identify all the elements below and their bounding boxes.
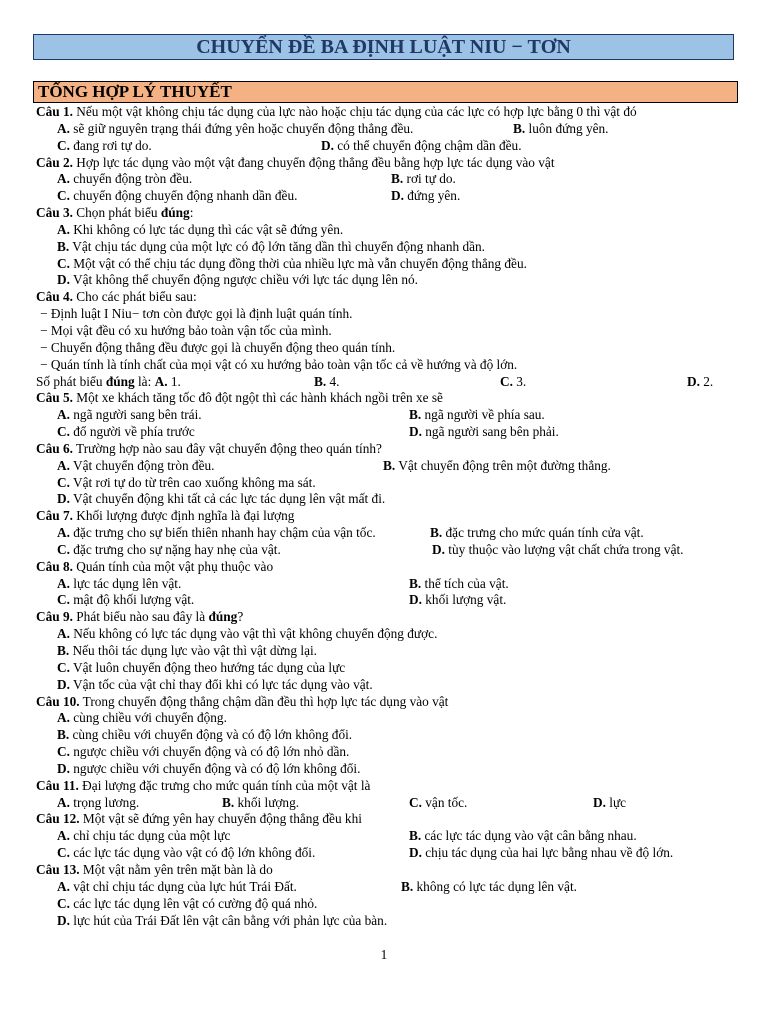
q4-statement-4: − Quán tính là tính chất của mọi vật có xu hướng bảo toàn vận tốc cả về hướng và độ lớn. [40, 356, 518, 372]
q7-option-b: B. đặc trưng cho mức quán tính cửa vật. [430, 525, 644, 541]
q12-options-row1 [36, 828, 736, 845]
q2-option-c: C. chuyển động chuyển động nhanh dần đều. [57, 188, 298, 204]
q9-option-b: B. Nếu thôi tác dụng lực vào vật thì vật dừng lại. [57, 643, 317, 658]
question-6: Câu 6. Trường hợp nào sau đây vật chuyển động theo quán tính? [36, 440, 382, 456]
q11-option-a: A. trọng lương. [57, 794, 140, 810]
q4-count-question: Số phát biểu đúng là: [36, 373, 155, 389]
question-5: Câu 5. Một xe khách tăng tốc đô đột ngột thì các hành khách ngồi trên xe sẽ [36, 390, 443, 406]
q13-option-c: C. các lực tác dụng lên vật có cường độ quá nhỏ. [57, 895, 318, 911]
q5-options-row1 [36, 407, 736, 424]
q13-option-d: D. lực hút của Trái Đất lên vật cân bằng với phản lực của bàn. [57, 912, 388, 928]
q2-option-b: B. rơi tự do. [391, 171, 456, 187]
q1-options-row2 [36, 138, 736, 155]
q12-option-d: D. chịu tác dụng của hai lực bằng nhau về độ lớn. [409, 845, 674, 861]
q12-option-a: A. chỉ chịu tác dụng của một lực [57, 828, 231, 844]
q8-option-d: D. khối lượng vật. [409, 592, 507, 608]
q1-option-c: C. đang rơi tự do. [57, 137, 152, 153]
question-7: Câu 7. Khối lượng được định nghĩa là đại lượng [36, 508, 295, 524]
q8-option-a: A. lực tác dụng lên vật. [57, 575, 182, 591]
question-1: Câu 1. Nếu một vật không chịu tác dụng của lực nào hoặc chịu tác dụng của các lực có hợp lực bằng 0 thì vật đó [36, 104, 637, 119]
q7-option-c: C. đặc trưng cho sự nặng hay nhẹ của vật. [57, 541, 281, 557]
document-title: CHUYỂN ĐỀ BA ĐỊNH LUẬT NIU − TƠN [33, 34, 734, 60]
q6-option-d: D. Vật chuyển động khi tất cả các lực tác dụng lên vật mất đi. [57, 491, 386, 507]
q12-option-c: C. các lực tác dụng vào vật có độ lớn không đổi. [57, 845, 316, 861]
q1-option-d: D. có thể chuyển động chậm dần đều. [321, 137, 522, 153]
q6-option-a: A. Vật chuyển động tròn đều. [57, 457, 215, 473]
q13-option-a: A. vật chỉ chịu tác dụng của lực hút Trái Đất. [57, 878, 297, 894]
q5-options-row2 [36, 424, 736, 441]
q11-option-b: B. khối lượng. [222, 794, 300, 810]
q7-option-d: D. tùy thuộc vào lượng vật chất chứa trong vật. [432, 541, 684, 557]
q2-option-d: D. đứng yên. [391, 188, 461, 204]
q6-options-row1 [36, 458, 736, 475]
q5-option-b: B. ngã người về phía sau. [409, 407, 545, 423]
q6-option-c: C. Vật rơi tự do từ trên cao xuống không ma sát. [57, 474, 316, 490]
q4-option-b: B. 4. [314, 373, 340, 389]
q8-options-row1 [36, 576, 736, 593]
q4-statement-2: − Mọi vật đều có xu hướng bảo toàn vận tốc của mình. [40, 322, 332, 338]
question-12: Câu 12. Một vật sẽ đứng yên hay chuyển động thẳng đều khi [36, 811, 362, 827]
q3-option-d: D. Vật không thể chuyển động ngược chiều với lực tác dụng lên nó. [57, 272, 418, 288]
q4-options-row [36, 374, 736, 391]
q9-option-c: C. Vật luôn chuyển động theo hướng tác dụng của lực [57, 659, 346, 675]
q1-options-row1 [36, 121, 736, 138]
q6-option-b: B. Vật chuyển động trên một đường thẳng. [383, 457, 611, 473]
q4-option-d: D. 2. [687, 373, 714, 389]
question-8: Câu 8. Quán tính của một vật phụ thuộc vào [36, 558, 274, 574]
q12-options-row2 [36, 845, 736, 862]
q4-option-c: C. 3. [500, 373, 527, 389]
question-13: Câu 13. Một vật nằm yên trên mặt bàn là do [36, 861, 273, 877]
q4-option-a: A. 1. [154, 373, 181, 389]
q11-option-d: D. lực [593, 794, 627, 810]
q7-option-a: A. đặc trưng cho sự biến thiên nhanh hay chậm của vận tốc. [57, 525, 376, 541]
q3-option-c: C. Một vật có thể chịu tác dụng đồng thời của nhiều lực mà vẫn chuyển động thẳng đều. [57, 255, 527, 271]
question-9: Câu 9. Phát biểu nào sau đây là đúng? [36, 609, 244, 625]
q3-option-b: B. Vật chịu tác dụng của một lực có độ lớn tăng dần thì chuyển động nhanh dần. [57, 238, 485, 254]
question-4: Câu 4. Cho các phát biểu sau: [36, 289, 197, 305]
q8-option-b: B. thể tích của vật. [409, 575, 509, 591]
question-3: Câu 3. Chọn phát biểu đúng: [36, 205, 194, 221]
q7-options-row2 [36, 542, 736, 559]
q2-option-a: A. chuyển động tròn đều. [57, 171, 193, 187]
q1-option-b: B. luôn đứng yên. [513, 120, 609, 136]
q11-options-row [36, 795, 736, 812]
question-2: Câu 2. Hợp lực tác dụng vào một vật đang chuyển động thẳng đều bằng hợp lực tác dụng vào vật [36, 154, 555, 170]
q4-statement-1: − Định luật I Niu− tơn còn được gọi là định luật quán tính. [40, 306, 353, 322]
q2-options-row1 [36, 171, 736, 188]
q1-option-a: A. sẽ giữ nguyên trạng thái đứng yên hoặc chuyển động thẳng đều. [57, 120, 414, 136]
q9-option-d: D. Vận tốc của vật chỉ thay đổi khi có lực tác dụng vào vật. [57, 676, 373, 692]
question-11: Câu 11. Đại lượng đặc trưng cho mức quán tính của một vật là [36, 777, 371, 793]
q5-option-a: A. ngã người sang bên trái. [57, 407, 202, 423]
q11-option-c: C. vận tốc. [409, 794, 468, 810]
q8-options-row2 [36, 592, 736, 609]
q10-option-c: C. ngược chiều với chuyển động và có độ lớn nhỏ dần. [57, 744, 350, 760]
q9-option-a: A. Nếu không có lực tác dụng vào vật thì vật không chuyển động được. [57, 626, 438, 642]
q10-option-b: B. cùng chiều với chuyển động và có độ lớn không đổi. [57, 727, 353, 743]
q3-option-a: A. Khi không có lực tác dụng thì các vật sẽ đứng yên. [57, 221, 344, 237]
q13-option-b: B. không có lực tác dụng lên vật. [401, 878, 577, 894]
q10-option-d: D. ngược chiều với chuyển động và có độ lớn không đổi. [57, 760, 361, 776]
q13-options-row1 [36, 879, 736, 896]
question-list [36, 104, 736, 929]
q5-option-d: D. ngã người sang bên phải. [409, 424, 559, 440]
q8-option-c: C. mật độ khối lượng vật. [57, 592, 195, 608]
q10-option-a: A. cùng chiều với chuyển động. [57, 710, 227, 726]
page-number: 1 [380, 947, 388, 962]
question-10: Câu 10. Trong chuyển động thẳng chậm dần đều thì hợp lực tác dụng vào vật [36, 693, 449, 709]
q5-option-c: C. đổ người về phía trước [57, 424, 195, 440]
q4-statement-3: − Chuyển động thẳng đều được gọi là chuyển động theo quán tính. [40, 339, 396, 355]
section-heading: TỔNG HỢP LÝ THUYẾT [33, 81, 738, 103]
q7-options-row1 [36, 525, 736, 542]
q2-options-row2 [36, 188, 736, 205]
q12-option-b: B. các lực tác dụng vào vật cân bằng nhau. [409, 828, 637, 844]
